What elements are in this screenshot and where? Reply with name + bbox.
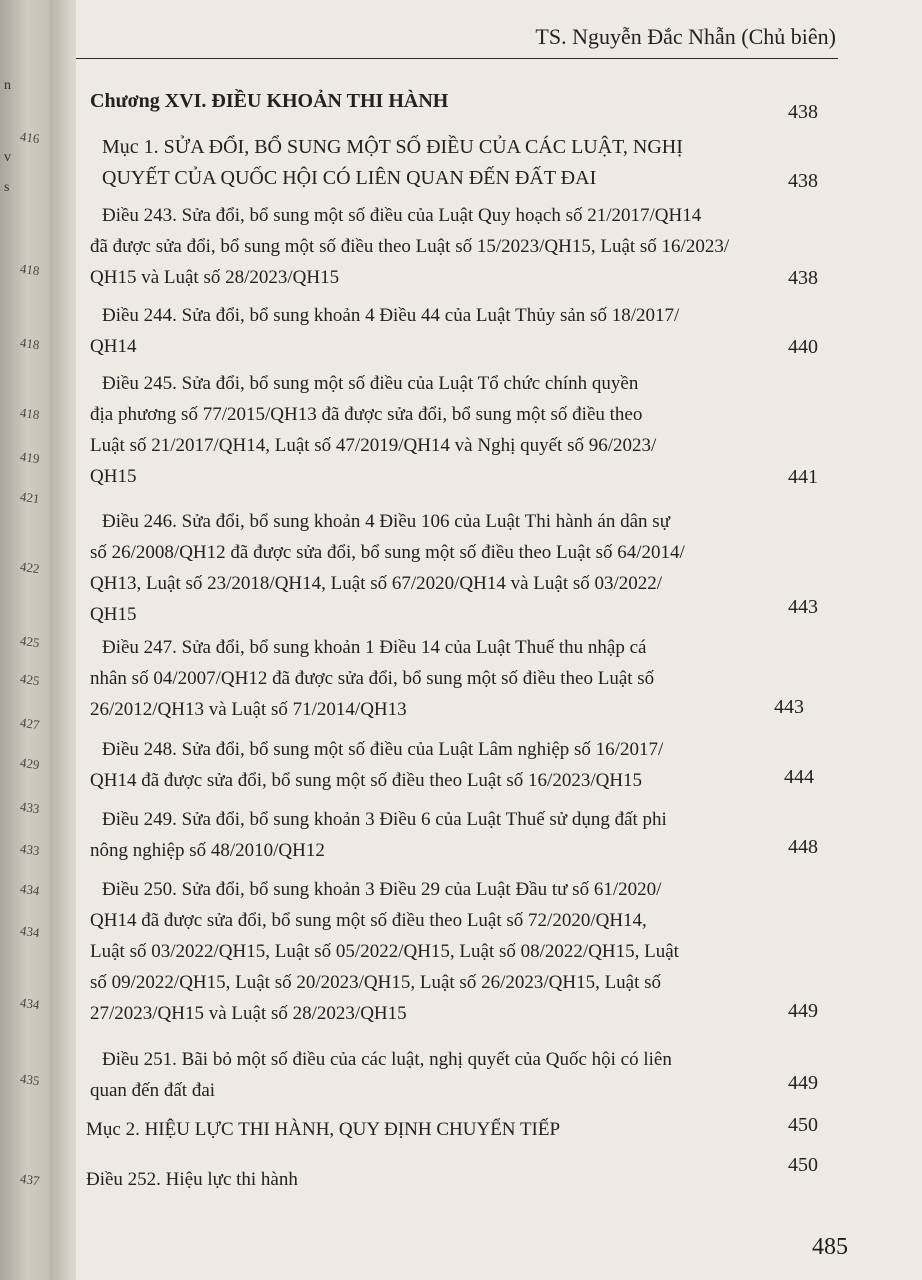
- toc-entry-article-246: [90, 506, 770, 630]
- toc-page-number: 443: [788, 596, 818, 618]
- toc-page-number: 443: [774, 696, 804, 718]
- margin-page-number: 433: [19, 798, 41, 817]
- toc-line: QH15: [90, 466, 137, 487]
- margin-page-number: 422: [19, 558, 41, 577]
- toc-line: đã được sửa đổi, bổ sung một số điều theo Luật số 15/2023/QH15, Luật số 16/2023/: [90, 236, 730, 257]
- margin-page-number: 425: [19, 670, 41, 689]
- margin-page-number: 434: [19, 994, 41, 1013]
- toc-line: Điều 246. Sửa đổi, bổ sung khoản 4 Điều 106 của Luật Thi hành án dân sự: [102, 511, 670, 532]
- toc-line: 27/2023/QH15 và Luật số 28/2023/QH15: [90, 1003, 407, 1024]
- book-page: [76, 0, 922, 1280]
- margin-page-number: 435: [19, 1070, 41, 1089]
- toc-page-number: 449: [788, 1000, 818, 1022]
- toc-entry-article-247: [90, 632, 770, 725]
- toc-line: Điều 245. Sửa đổi, bổ sung một số điều của Luật Tổ chức chính quyền: [102, 373, 639, 394]
- margin-page-number: 416: [19, 128, 41, 147]
- toc-page-number: 440: [788, 336, 818, 358]
- toc-line: số 09/2022/QH15, Luật số 20/2023/QH15, Luật số 26/2023/QH15, Luật số: [90, 972, 662, 993]
- margin-letter: n: [4, 78, 11, 93]
- toc-line: nông nghiệp số 48/2010/QH12: [90, 840, 325, 861]
- margin-letter: v: [4, 150, 11, 165]
- running-header-author: TS. Nguyễn Đắc Nhẫn (Chủ biên): [535, 24, 836, 49]
- toc-entry-article-249: [90, 804, 770, 866]
- toc-line: QH14 đã được sửa đổi, bổ sung một số điều theo Luật số 16/2023/QH15: [90, 770, 643, 791]
- toc-line: nhân số 04/2007/QH12 đã được sửa đổi, bổ sung một số điều theo Luật số: [90, 668, 655, 689]
- toc-line: QUYẾT CỦA QUỐC HỘI CÓ LIÊN QUAN ĐẾN ĐẤT ĐAI: [102, 167, 597, 189]
- toc-entry-article-250: [90, 874, 770, 1029]
- toc-line: Luật số 03/2022/QH15, Luật số 05/2022/QH15, Luật số 08/2022/QH15, Luật: [90, 941, 679, 962]
- toc-line: Điều 251. Bãi bỏ một số điều của các luật, nghị quyết của Quốc hội có liên: [102, 1049, 672, 1070]
- toc-page-number: 450: [788, 1154, 818, 1176]
- toc-line: 26/2012/QH13 và Luật số 71/2014/QH13: [90, 699, 407, 720]
- toc-line: địa phương số 77/2015/QH13 đã được sửa đổi, bổ sung một số điều theo: [90, 404, 643, 425]
- toc-line: Điều 243. Sửa đổi, bổ sung một số điều của Luật Quy hoạch số 21/2017/QH14: [102, 205, 702, 226]
- page-number: 485: [812, 1234, 848, 1260]
- margin-page-number: 434: [19, 880, 41, 899]
- toc-entry-article-245: [90, 368, 770, 492]
- margin-page-number: 418: [19, 334, 41, 353]
- margin-page-number: 427: [19, 714, 41, 733]
- toc-page-number: 441: [788, 466, 818, 488]
- toc-entry-article-248: [90, 734, 770, 796]
- toc-page-number: 448: [788, 836, 818, 858]
- toc-page-number: 444: [784, 766, 814, 788]
- toc-entry-article-252: [86, 1164, 766, 1195]
- margin-page-number: 421: [19, 488, 41, 507]
- toc-line: quan đến đất đai: [90, 1080, 216, 1101]
- toc-entry-article-243: [90, 200, 770, 293]
- toc-line: Mục 2. HIỆU LỰC THI HÀNH, QUY ĐỊNH CHUYỂN TIẾP: [86, 1119, 561, 1140]
- margin-page-number: 433: [19, 840, 41, 859]
- toc-line: Điều 248. Sửa đổi, bổ sung một số điều của Luật Lâm nghiệp số 16/2017/: [102, 739, 664, 760]
- toc-line: Chương XVI. ĐIỀU KHOẢN THI HÀNH: [90, 90, 449, 112]
- toc-entry-article-251: [90, 1044, 770, 1106]
- toc-line: Điều 252. Hiệu lực thi hành: [86, 1169, 298, 1190]
- toc-entry-section-2: [86, 1114, 766, 1145]
- toc-line: Điều 249. Sửa đổi, bổ sung khoản 3 Điều 6 của Luật Thuế sử dụng đất phi: [102, 809, 667, 830]
- margin-page-number: 425: [19, 632, 41, 651]
- margin-page-number: 437: [19, 1170, 41, 1189]
- toc-line: Điều 250. Sửa đổi, bổ sung khoản 3 Điều 29 của Luật Đầu tư số 61/2020/: [102, 879, 662, 900]
- margin-page-number: 418: [19, 404, 41, 423]
- margin-page-number: 434: [19, 922, 41, 941]
- margin-page-number: 419: [19, 448, 41, 467]
- toc-page-number: 450: [788, 1114, 818, 1136]
- toc-page-number: 438: [788, 101, 818, 123]
- header-rule: [76, 58, 838, 59]
- toc-page-number: 438: [788, 267, 818, 289]
- margin-page-number: 418: [19, 260, 41, 279]
- toc-entry-section-1: [102, 132, 770, 194]
- toc-line: QH15 và Luật số 28/2023/QH15: [90, 267, 340, 288]
- toc-line: Mục 1. SỬA ĐỔI, BỔ SUNG MỘT SỐ ĐIỀU CỦA CÁC LUẬT, NGHỊ: [102, 136, 683, 158]
- toc-line: Điều 244. Sửa đổi, bổ sung khoản 4 Điều 44 của Luật Thủy sản số 18/2017/: [102, 305, 680, 326]
- margin-letter: s: [4, 180, 10, 195]
- toc-page-number: 438: [788, 170, 818, 192]
- toc-line: QH15: [90, 604, 137, 625]
- toc-line: Luật số 21/2017/QH14, Luật số 47/2019/QH14 và Nghị quyết số 96/2023/: [90, 435, 657, 456]
- toc-line: QH14 đã được sửa đổi, bổ sung một số điều theo Luật số 72/2020/QH14,: [90, 910, 647, 931]
- margin-page-number: 429: [19, 754, 41, 773]
- toc-entry-article-244: [90, 300, 770, 362]
- toc-line: QH13, Luật số 23/2018/QH14, Luật số 67/2020/QH14 và Luật số 03/2022/: [90, 573, 663, 594]
- toc-entry-chapter-16: [90, 86, 770, 117]
- toc-line: Điều 247. Sửa đổi, bổ sung khoản 1 Điều 14 của Luật Thuế thu nhập cá: [102, 637, 647, 658]
- toc-page-number: 449: [788, 1072, 818, 1094]
- toc-line: QH14: [90, 336, 137, 357]
- previous-page-edge: [0, 0, 52, 1280]
- book-gutter: [50, 0, 76, 1280]
- toc-line: số 26/2008/QH12 đã được sửa đổi, bổ sung một số điều theo Luật số 64/2014/: [90, 542, 685, 563]
